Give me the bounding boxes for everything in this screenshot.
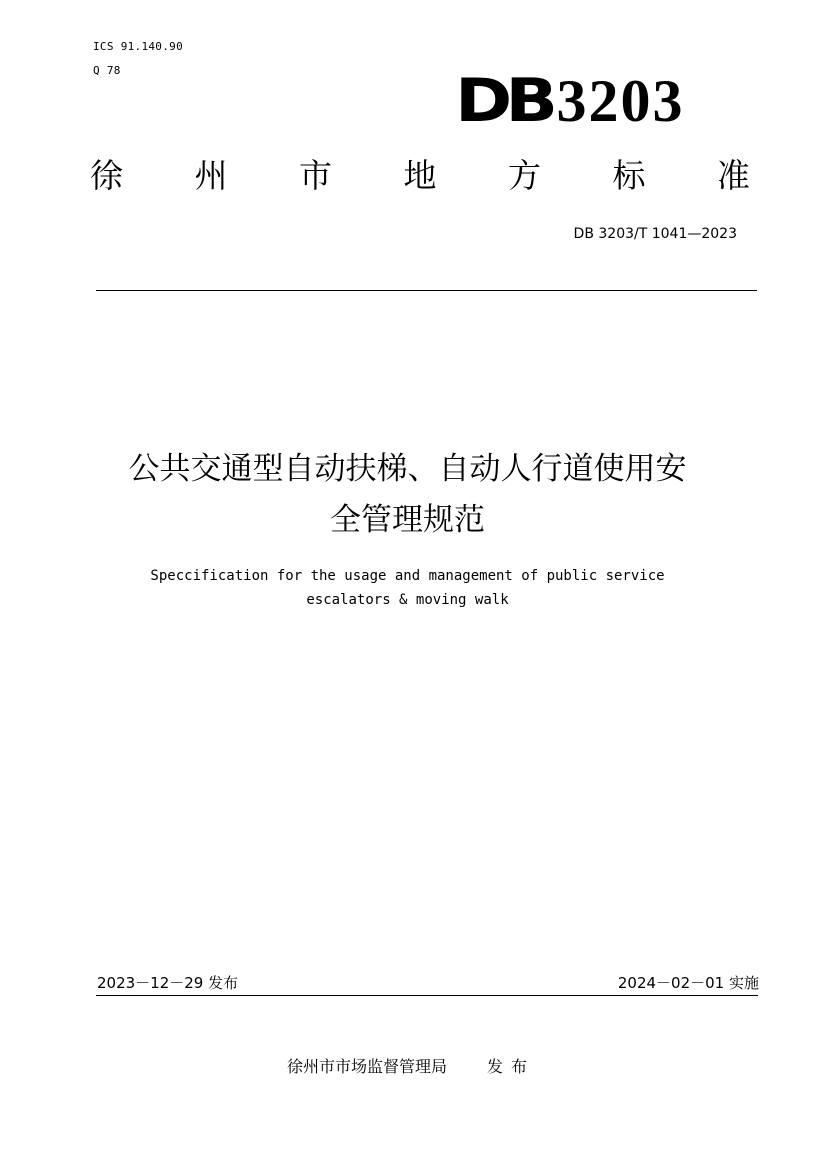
implementation-date: 2024－02－01 实施	[617, 974, 759, 992]
logo-prefix: DB	[455, 66, 552, 136]
chinese-title	[60, 444, 755, 546]
english-title	[60, 564, 755, 612]
standard-type-char: 地	[403, 156, 437, 195]
chinese-title-line-2: 全管理规范	[330, 502, 485, 538]
publisher-action: 发布	[487, 1057, 536, 1076]
standard-type-char: 准	[717, 156, 750, 195]
standard-number: DB 3203/T 1041—2023	[573, 226, 737, 242]
top-divider	[96, 290, 757, 291]
bottom-divider	[96, 995, 758, 996]
standard-type-char: 市	[299, 156, 332, 195]
standard-type-char: 方	[508, 156, 541, 195]
publisher-name: 徐州市市场监督管理局	[287, 1057, 448, 1076]
issue-date: 2023－12－29 发布	[97, 974, 239, 992]
english-title-line-1: Speccification for the usage and management of public service	[150, 568, 665, 584]
english-title-line-2: escalators & moving walk	[306, 592, 509, 608]
standard-type-char: 徐	[90, 156, 123, 195]
ccs-code: Q 78	[93, 64, 121, 77]
db-logo	[455, 66, 685, 136]
standard-type-heading	[90, 156, 750, 196]
standard-type-char: 标	[612, 156, 646, 195]
standard-type-char: 州	[194, 156, 228, 195]
chinese-title-line-1: 公共交通型自动扶梯、自动人行道使用安	[128, 451, 687, 487]
logo-code: 3203	[556, 68, 685, 134]
publisher-line	[287, 1054, 535, 1077]
ics-code: ICS 91.140.90	[93, 40, 183, 53]
